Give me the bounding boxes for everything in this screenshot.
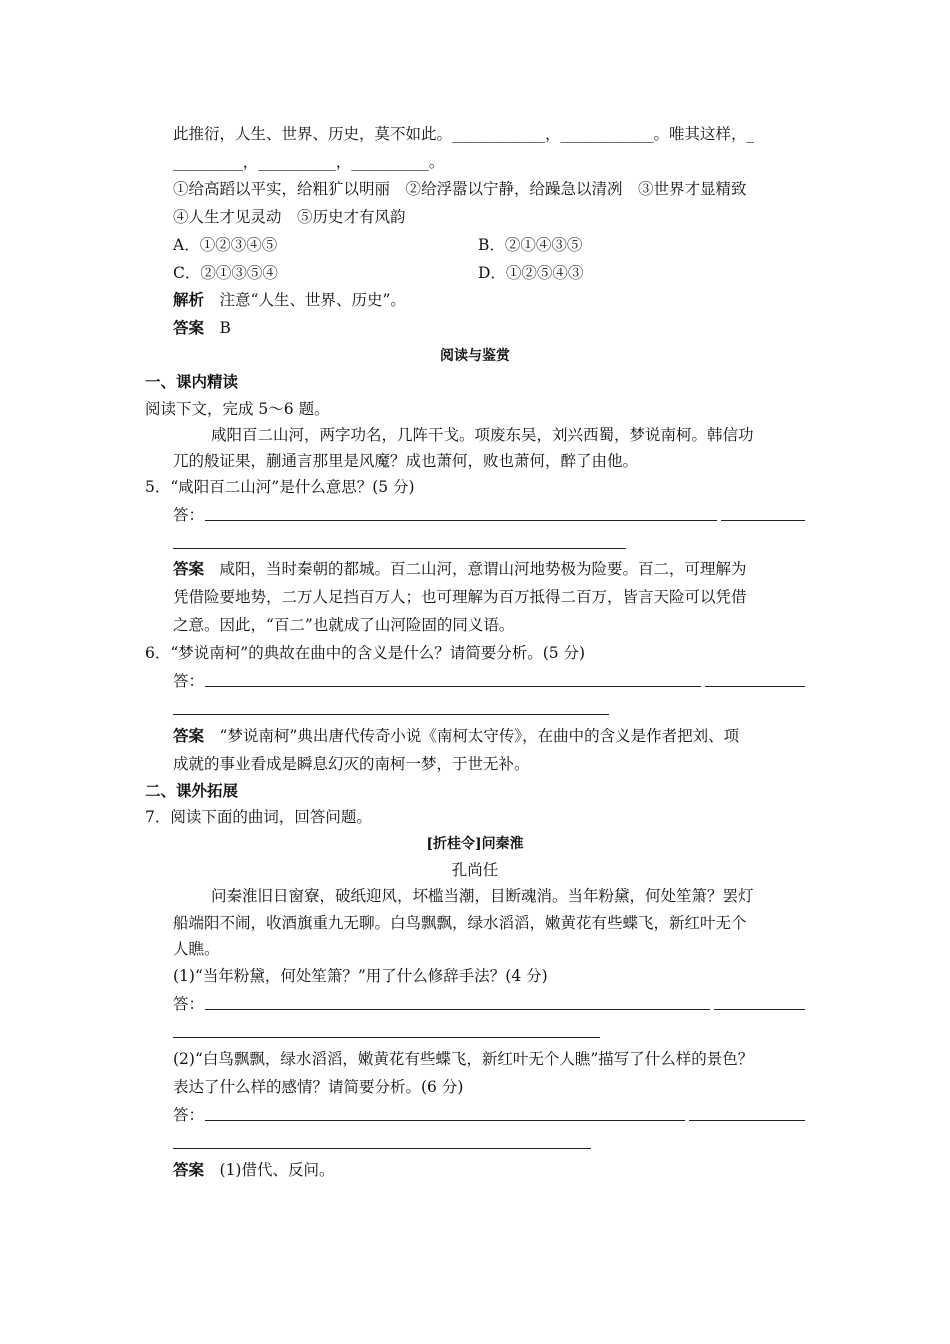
answer-prompt-7-2: 答：	[173, 1106, 205, 1124]
answer-blank	[173, 1037, 600, 1038]
answer-text: 咸阳，当时秦朝的都城。百二山河，意谓山河地势极为险要。百二，可理解为	[204, 560, 747, 578]
answer-prompt-5: 答：	[173, 506, 205, 524]
answer-blank	[173, 1148, 591, 1149]
answer-blank	[714, 1009, 805, 1010]
answer-blank	[689, 1120, 805, 1121]
answer-blank	[205, 1009, 710, 1010]
answer-blank	[173, 714, 609, 715]
fill-in-line-2: _________，__________，__________。	[173, 153, 445, 171]
answer-blank	[173, 548, 626, 549]
question-5: 5．“咸阳百二山河”是什么意思？(5 分)	[145, 478, 415, 496]
answer-label: 答案	[173, 318, 205, 337]
answer-text: “梦说南柯”典出唐代传奇小说《南柯太守传》，在曲中的含义是作者把刘、项	[204, 727, 740, 745]
question-7: 7．阅读下面的曲词，回答问题。	[145, 808, 372, 826]
answer-blank	[205, 520, 717, 521]
subquestion-2-line-1: (2)“白鸟飘飘，绿水滔滔，嫩黄花有些蝶飞，新红叶无个人瞧”描写了什么样的景色？	[173, 1050, 754, 1068]
question-6: 6．“梦说南柯”的典故在曲中的含义是什么？请简要分析。(5 分)	[145, 644, 586, 662]
answer-blank	[205, 1120, 685, 1121]
poem-line-2: 船端阳不闹，收酒旗重九无聊。白鸟飘飘，绿水滔滔，嫩黄花有些蝶飞，新红叶无个	[173, 914, 747, 932]
answer-5-line-3: 之意。因此，“百二”也就成了山河险固的同义语。	[173, 616, 515, 634]
answer-label: 答案	[173, 726, 205, 745]
fill-in-line-1: 此推衍，人生、世界、历史，莫不如此。____________，____________。唯其这样，_	[173, 125, 755, 143]
answer-5-line-2: 凭借险要地势，二万人足挡百万人；也可理解为百万抵得二百万，皆言天险可以凭借	[173, 588, 747, 606]
poem-line-1: 问秦淮旧日窗寮，破纸迎风，坏槛当潮，目断魂消。当年粉黛，何处笙箫？罢灯	[211, 887, 754, 905]
analysis-text: 注意“人生、世界、历史”。	[204, 291, 406, 309]
part1-instruction: 阅读下文，完成 5～6 题。	[145, 400, 330, 418]
answer-q4	[173, 318, 231, 338]
answer-prompt-6: 答：	[173, 672, 205, 690]
passage-line-1: 咸阳百二山河，两字功名，几阵干戈。项废东吴，刘兴西蜀，梦说南柯。韩信功	[211, 426, 754, 444]
part1-heading: 一、课内精读	[145, 372, 239, 391]
poem-author: 孔尚任	[451, 861, 499, 879]
answer-prompt-7-1: 答：	[173, 995, 205, 1013]
poem-line-3: 人瞧。	[173, 940, 220, 958]
option-d: D．①②⑤④③	[478, 264, 584, 282]
answer-blank	[205, 686, 701, 687]
answer-label: 答案	[173, 559, 205, 578]
poem-title: [折桂令]问秦淮	[426, 836, 524, 852]
part2-heading: 二、课外拓展	[145, 781, 239, 800]
answer-blank	[705, 686, 805, 687]
answer-label: 答案	[173, 1160, 205, 1179]
answer-text: (1)借代、反问。	[204, 1161, 335, 1179]
answer-5-line-1	[173, 559, 747, 579]
choices-line-2: ④人生才见灵动 ⑤历史才有风韵	[173, 208, 406, 226]
answer-6-line-1	[173, 726, 739, 746]
option-c: C．②①③⑤④	[173, 264, 278, 282]
option-a: A．①②③④⑤	[173, 236, 278, 254]
answer-text: B	[204, 319, 231, 337]
subquestion-2-line-2: 表达了什么样的感情？请简要分析。(6 分)	[173, 1078, 464, 1096]
option-b: B．②①④③⑤	[478, 236, 583, 254]
passage-line-2: 兀的般证果，蒯通言那里是风魔？成也萧何，败也萧何，醉了由他。	[173, 452, 639, 470]
subquestion-1: (1)“当年粉黛，何处笙箫？”用了什么修辞手法？(4 分)	[173, 967, 548, 985]
choices-line-1: ①给高蹈以平实，给粗犷以明丽 ②给浮嚣以宁静，给躁急以清冽 ③世界才显精致	[173, 180, 747, 198]
answer-6-line-2: 成就的事业看成是瞬息幻灭的南柯一梦，于世无补。	[173, 755, 530, 773]
analysis-label: 解析	[173, 290, 205, 309]
section-title: 阅读与鉴赏	[440, 348, 510, 364]
answer-blank	[721, 520, 805, 521]
answer-7	[173, 1160, 334, 1180]
analysis	[173, 290, 406, 310]
